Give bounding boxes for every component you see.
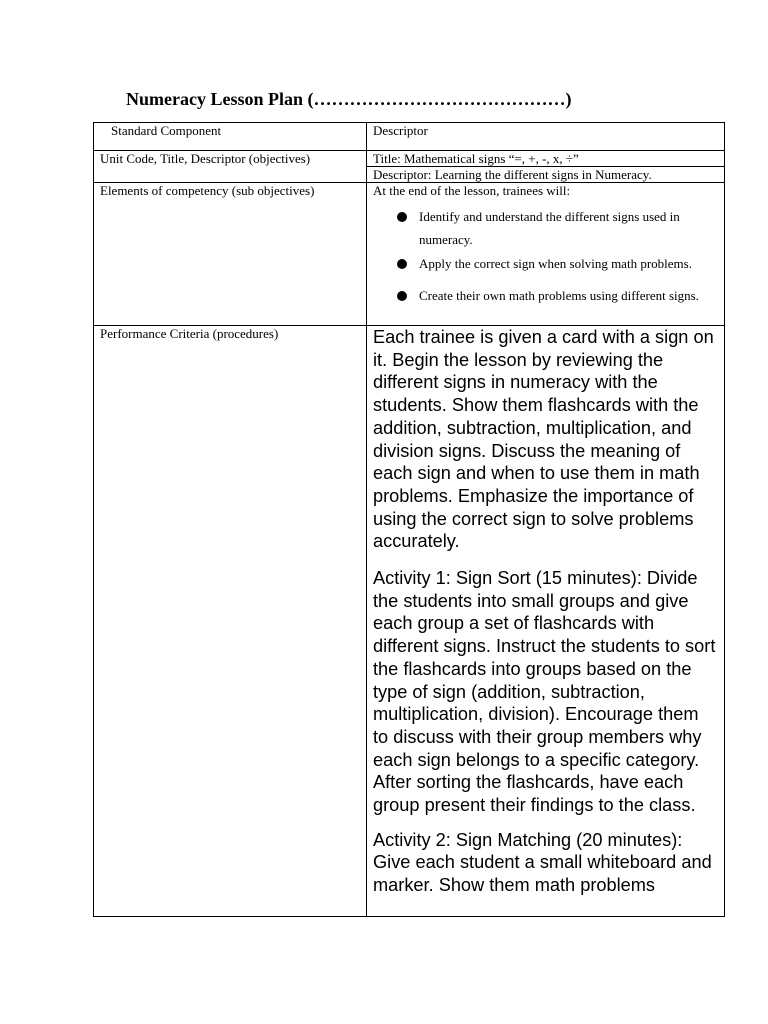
bullet-icon bbox=[397, 259, 407, 269]
table-row-elements bbox=[94, 183, 725, 326]
bullet-icon bbox=[397, 291, 407, 301]
header-descriptor: Descriptor bbox=[367, 123, 725, 151]
elements-label: Elements of competency (sub objectives) bbox=[94, 183, 367, 326]
document-title: Numeracy Lesson Plan (……………………………………) bbox=[126, 89, 572, 109]
unit-descriptor-line: Descriptor: Learning the different signs in Numeracy. bbox=[367, 167, 725, 183]
objective-text: Create their own math problems using different signs. bbox=[419, 288, 699, 303]
unit-title-line: Title: Mathematical signs “=, +, -, x, ÷” bbox=[367, 151, 725, 167]
table-header-row bbox=[94, 123, 725, 151]
objectives-list bbox=[373, 205, 718, 307]
performance-label: Performance Criteria (procedures) bbox=[94, 326, 367, 917]
performance-paragraph-activity-1: Activity 1: Sign Sort (15 minutes): Divide the students into small groups and give each group a set of flashcards with different signs. Instruct the students to sort the flashcards into groups based on the type of sign (addition, subtraction, multiplication, division). Encourage them to discuss with their group members why each sign belongs to a specific category. After sorting the flashcards, have each group present their findings to the class. bbox=[373, 568, 716, 816]
performance-paragraph-intro: Each trainee is given a card with a sign on it. Begin the lesson by reviewing the different signs in numeracy with the students. Show them flashcards with the addition, subtraction, multiplication, and division signs. Discuss the meaning of each sign and when to use them in math problems. Emphasize the importance of using the correct sign to solve problems accurately. bbox=[373, 327, 714, 552]
table-row-unit bbox=[94, 151, 725, 167]
elements-content bbox=[367, 183, 725, 326]
list-item bbox=[373, 205, 718, 251]
table-row-performance bbox=[94, 326, 725, 917]
list-item bbox=[373, 252, 718, 275]
bullet-icon bbox=[397, 212, 407, 222]
objective-text: Apply the correct sign when solving math problems. bbox=[419, 256, 692, 271]
unit-label: Unit Code, Title, Descriptor (objectives) bbox=[94, 151, 367, 183]
objective-text: Identify and understand the different signs used in numeracy. bbox=[419, 209, 680, 247]
list-item bbox=[373, 284, 718, 307]
performance-content bbox=[367, 326, 725, 917]
lesson-plan-table bbox=[93, 122, 725, 917]
performance-paragraph-activity-2: Activity 2: Sign Matching (20 minutes): Give each student a small whiteboard and marker. Show them math problems bbox=[373, 829, 712, 896]
header-standard-component: Standard Component bbox=[94, 123, 367, 151]
elements-intro: At the end of the lesson, trainees will: bbox=[373, 183, 571, 198]
